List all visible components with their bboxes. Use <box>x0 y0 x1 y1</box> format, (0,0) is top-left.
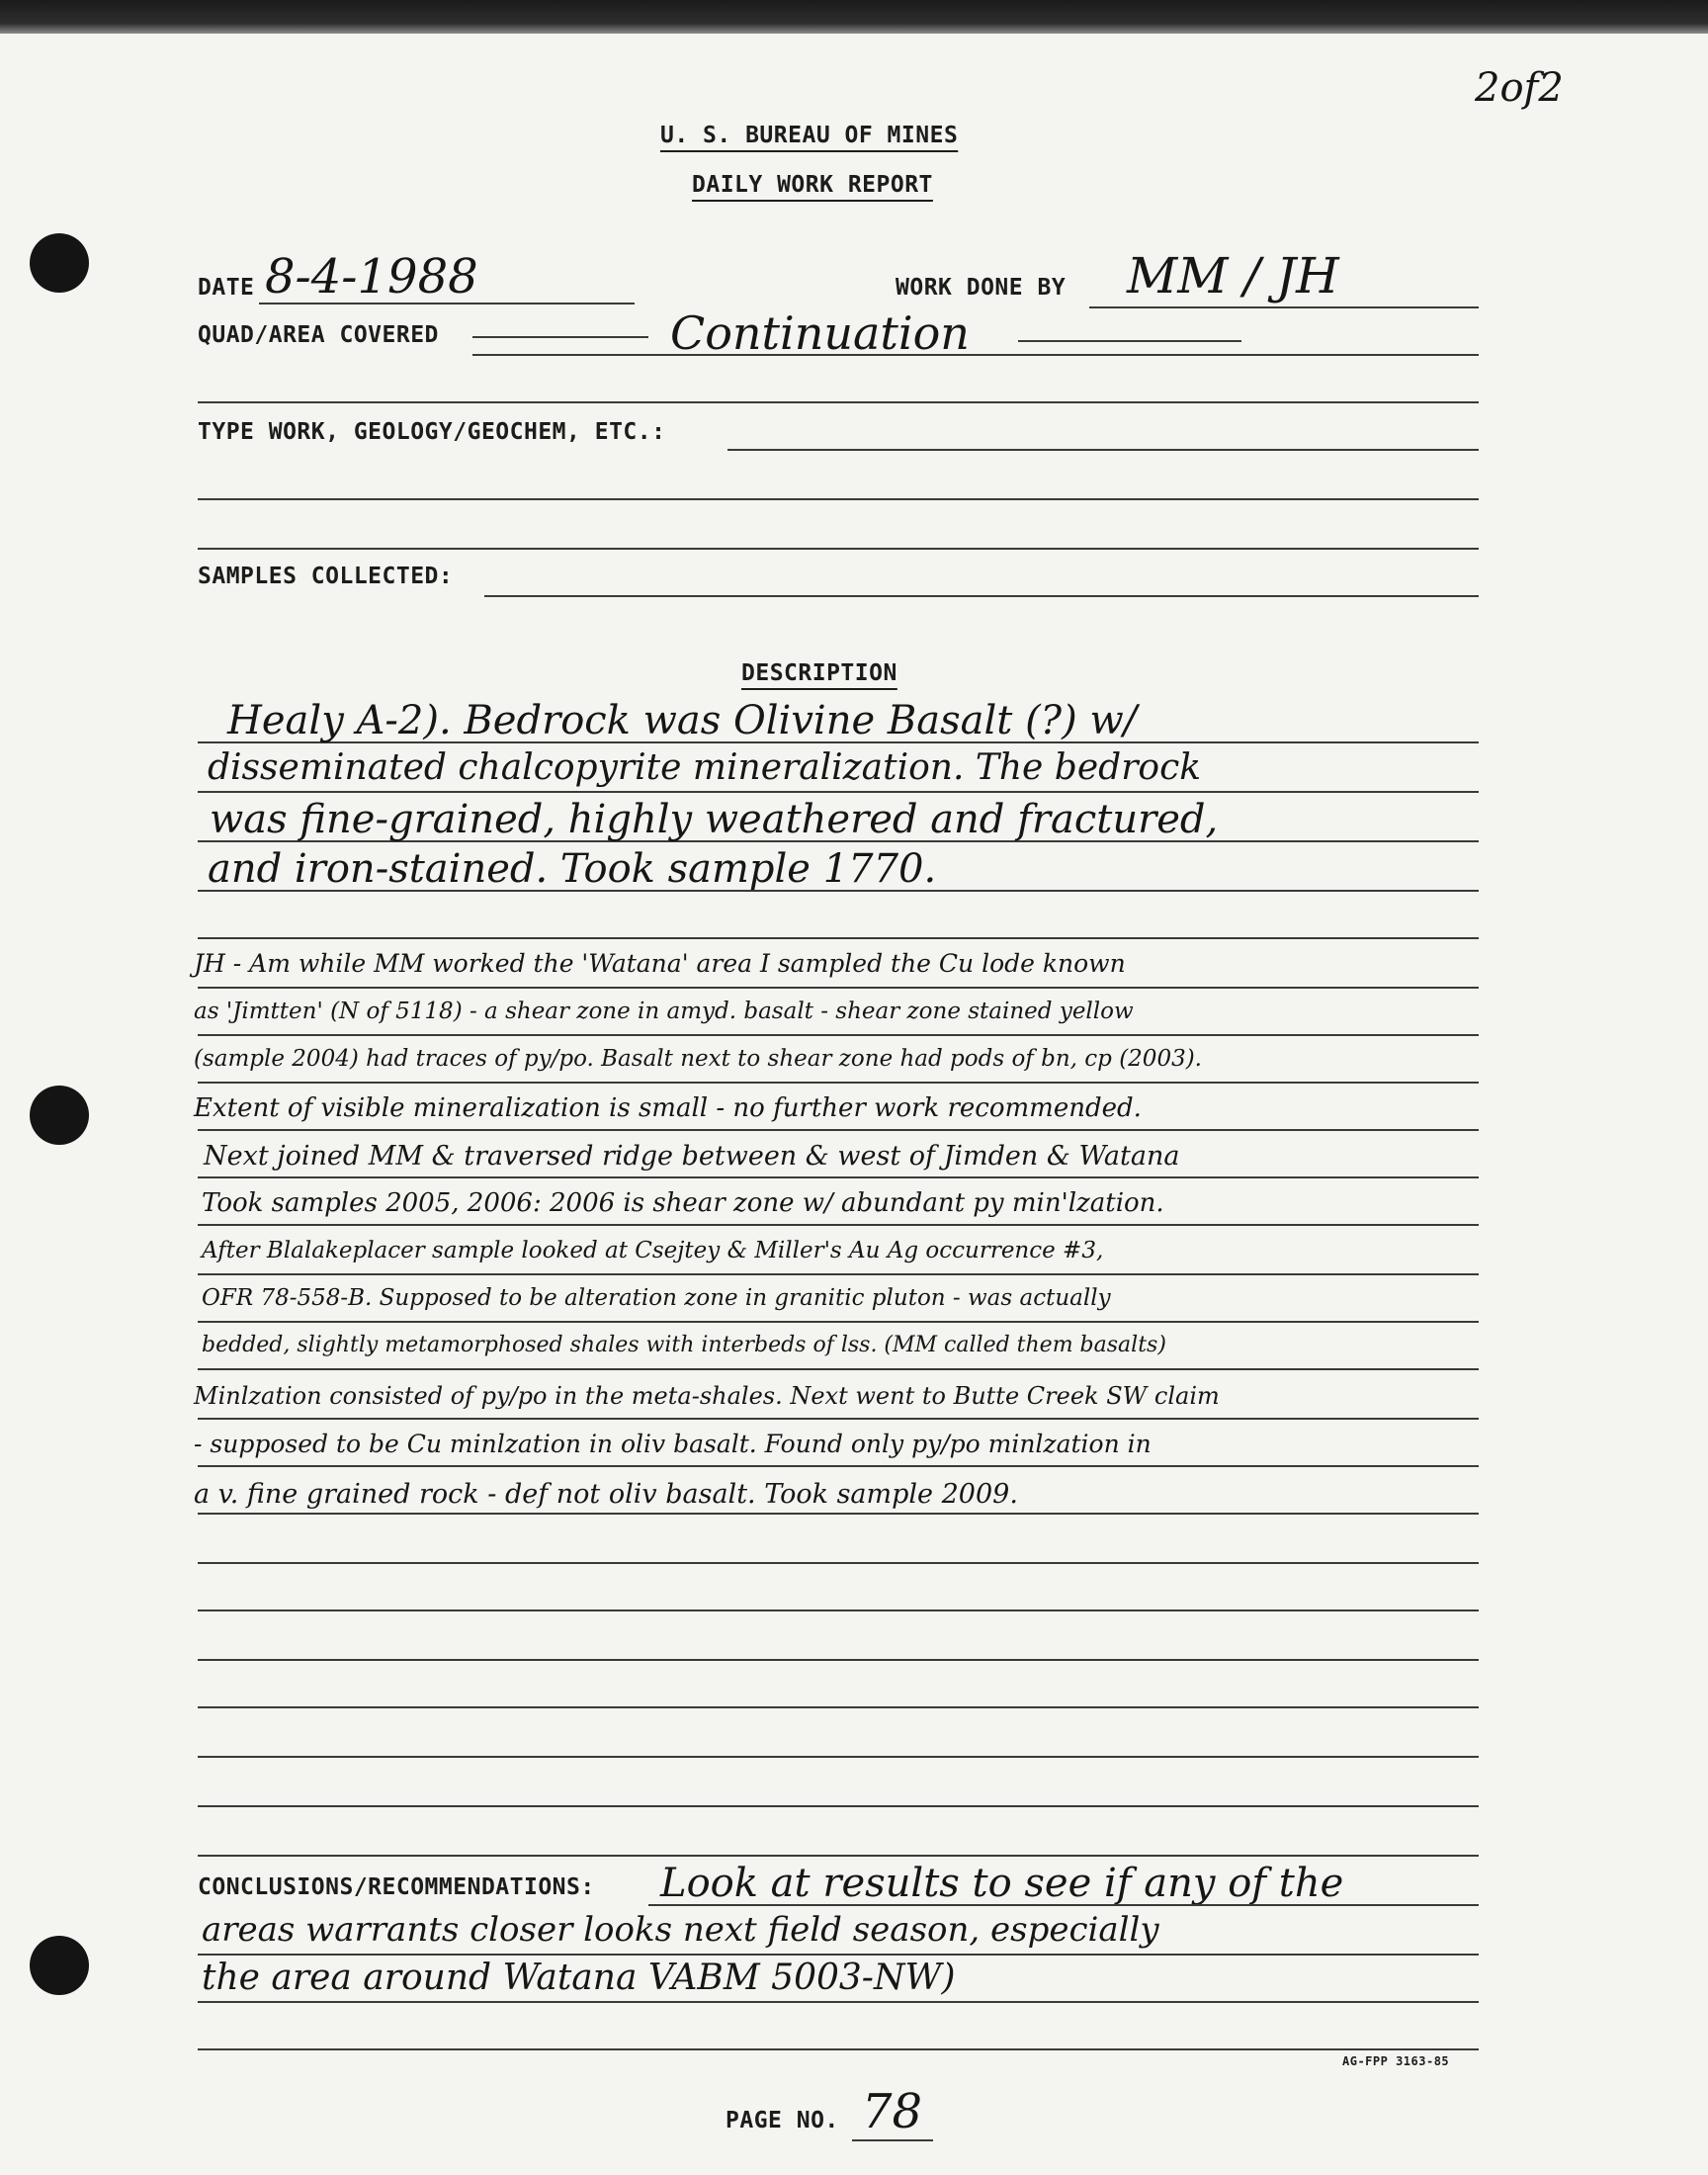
conclusions-line-2: areas warrants closer looks next field season, especially <box>202 1910 1159 1950</box>
page-number-line <box>852 2139 933 2141</box>
ruled-line <box>198 1273 1479 1275</box>
form-code: AG-FPP 3163-85 <box>1342 2054 1450 2068</box>
ruled-line <box>198 1954 1479 1956</box>
ruled-line <box>198 1706 1479 1708</box>
ruled-line <box>198 937 1479 939</box>
description-jh-line-11: - supposed to be Cu minlzation in oliv basalt. Found only py/po minlzation in <box>194 1430 1152 1458</box>
ruled-line <box>198 987 1479 989</box>
ruled-line <box>198 1034 1479 1036</box>
date-label: DATE <box>198 275 255 301</box>
work-done-by-value: MM / JH <box>1127 247 1339 304</box>
ruled-line <box>198 2048 1479 2050</box>
samples-label: SAMPLES COLLECTED: <box>198 564 454 589</box>
type-work-line <box>727 449 1479 451</box>
ruled-line <box>198 548 1479 550</box>
ruled-line <box>198 1418 1479 1420</box>
description-jh-line-3: (sample 2004) had traces of py/po. Basalt next to shear zone had pods of bn, cp (2003). <box>194 1046 1202 1072</box>
description-jh-line-10: Minlzation consisted of py/po in the meta-shales. Next went to Butte Creek SW claim <box>194 1382 1220 1410</box>
ruled-line <box>198 1129 1479 1131</box>
quad-dash-right <box>1018 340 1241 342</box>
ruled-line <box>198 2001 1479 2003</box>
conclusions-label: CONCLUSIONS/RECOMMENDATIONS: <box>198 1874 595 1900</box>
report-title: DAILY WORK REPORT <box>692 172 933 198</box>
ruled-line <box>198 1368 1479 1370</box>
agency-title: U. S. BUREAU OF MINES <box>660 123 959 148</box>
ruled-line <box>198 1562 1479 1564</box>
ruled-line <box>198 1082 1479 1084</box>
date-line <box>259 303 635 304</box>
ruled-line <box>198 1176 1479 1178</box>
samples-line <box>484 595 1479 597</box>
ruled-line <box>198 1321 1479 1323</box>
date-value: 8-4-1988 <box>265 249 478 304</box>
ruled-line <box>198 1513 1479 1515</box>
work-done-by-line <box>1089 306 1479 308</box>
description-jh-line-12: a v. fine grained rock - def not oliv basalt. Took sample 2009. <box>194 1479 1018 1510</box>
page-mark: 2of2 <box>1475 65 1564 111</box>
ruled-line <box>198 1659 1479 1661</box>
description-jh-line-2: as 'Jimtten' (N of 5118) - a shear zone in amyd. basalt - shear zone stained yellow <box>194 999 1134 1024</box>
punch-hole-top <box>30 233 89 293</box>
quad-dash-left <box>472 336 648 338</box>
conclusions-line <box>648 1904 1479 1906</box>
conclusions-line-3: the area around Watana VABM 5003-NW) <box>202 1958 956 1998</box>
quad-label: QUAD/AREA COVERED <box>198 322 439 348</box>
description-jh-line-8: OFR 78-558-B. Supposed to be alteration zone in granitic pluton - was actually <box>202 1285 1111 1311</box>
ruled-line <box>198 1610 1479 1611</box>
page-number-value: 78 <box>862 2084 923 2139</box>
type-work-label: TYPE WORK, GEOLOGY/GEOCHEM, ETC.: <box>198 419 666 445</box>
description-jh-line-7: After Blalakeplacer sample looked at Csejtey & Miller's Au Ag occurrence #3, <box>202 1238 1104 1263</box>
ruled-line <box>198 401 1479 403</box>
work-done-by-label: WORK DONE BY <box>896 275 1067 301</box>
description-mm-line-4: and iron-stained. Took sample 1770. <box>208 846 937 892</box>
scan-top-edge <box>0 0 1708 34</box>
punch-hole-middle <box>30 1086 89 1145</box>
ruled-line <box>198 791 1479 793</box>
conclusions-line-1: Look at results to see if any of the <box>660 1861 1344 1906</box>
ruled-line <box>198 498 1479 500</box>
ruled-line <box>198 1224 1479 1226</box>
ruled-line <box>198 1805 1479 1807</box>
description-jh-line-6: Took samples 2005, 2006: 2006 is shear zone w/ abundant py min'lzation. <box>202 1188 1164 1218</box>
punch-hole-bottom <box>30 1936 89 1995</box>
page-number-label: PAGE NO. <box>726 2108 839 2133</box>
quad-line <box>472 354 1479 356</box>
ruled-line <box>198 1465 1479 1467</box>
description-jh-line-1: JH - Am while MM worked the 'Watana' area I sampled the Cu lode known <box>194 949 1126 978</box>
description-mm-line-1: Healy A-2). Bedrock was Olivine Basalt (?) w/ <box>227 698 1138 743</box>
description-mm-line-2: disseminated chalcopyrite mineralization. The bedrock <box>208 747 1202 788</box>
quad-value: Continuation <box>670 306 970 360</box>
description-jh-line-9: bedded, slightly metamorphosed shales with interbeds of lss. (MM called them basalts) <box>202 1333 1166 1357</box>
description-jh-line-4: Extent of visible mineralization is small - no further work recommended. <box>194 1093 1142 1123</box>
description-jh-line-5: Next joined MM & traversed ridge between & west of Jimden & Watana <box>204 1141 1180 1172</box>
ruled-line <box>198 1756 1479 1758</box>
ruled-line <box>198 1855 1479 1857</box>
description-heading: DESCRIPTION <box>741 660 897 686</box>
description-mm-line-3: was fine-grained, highly weathered and fractured, <box>210 797 1219 842</box>
